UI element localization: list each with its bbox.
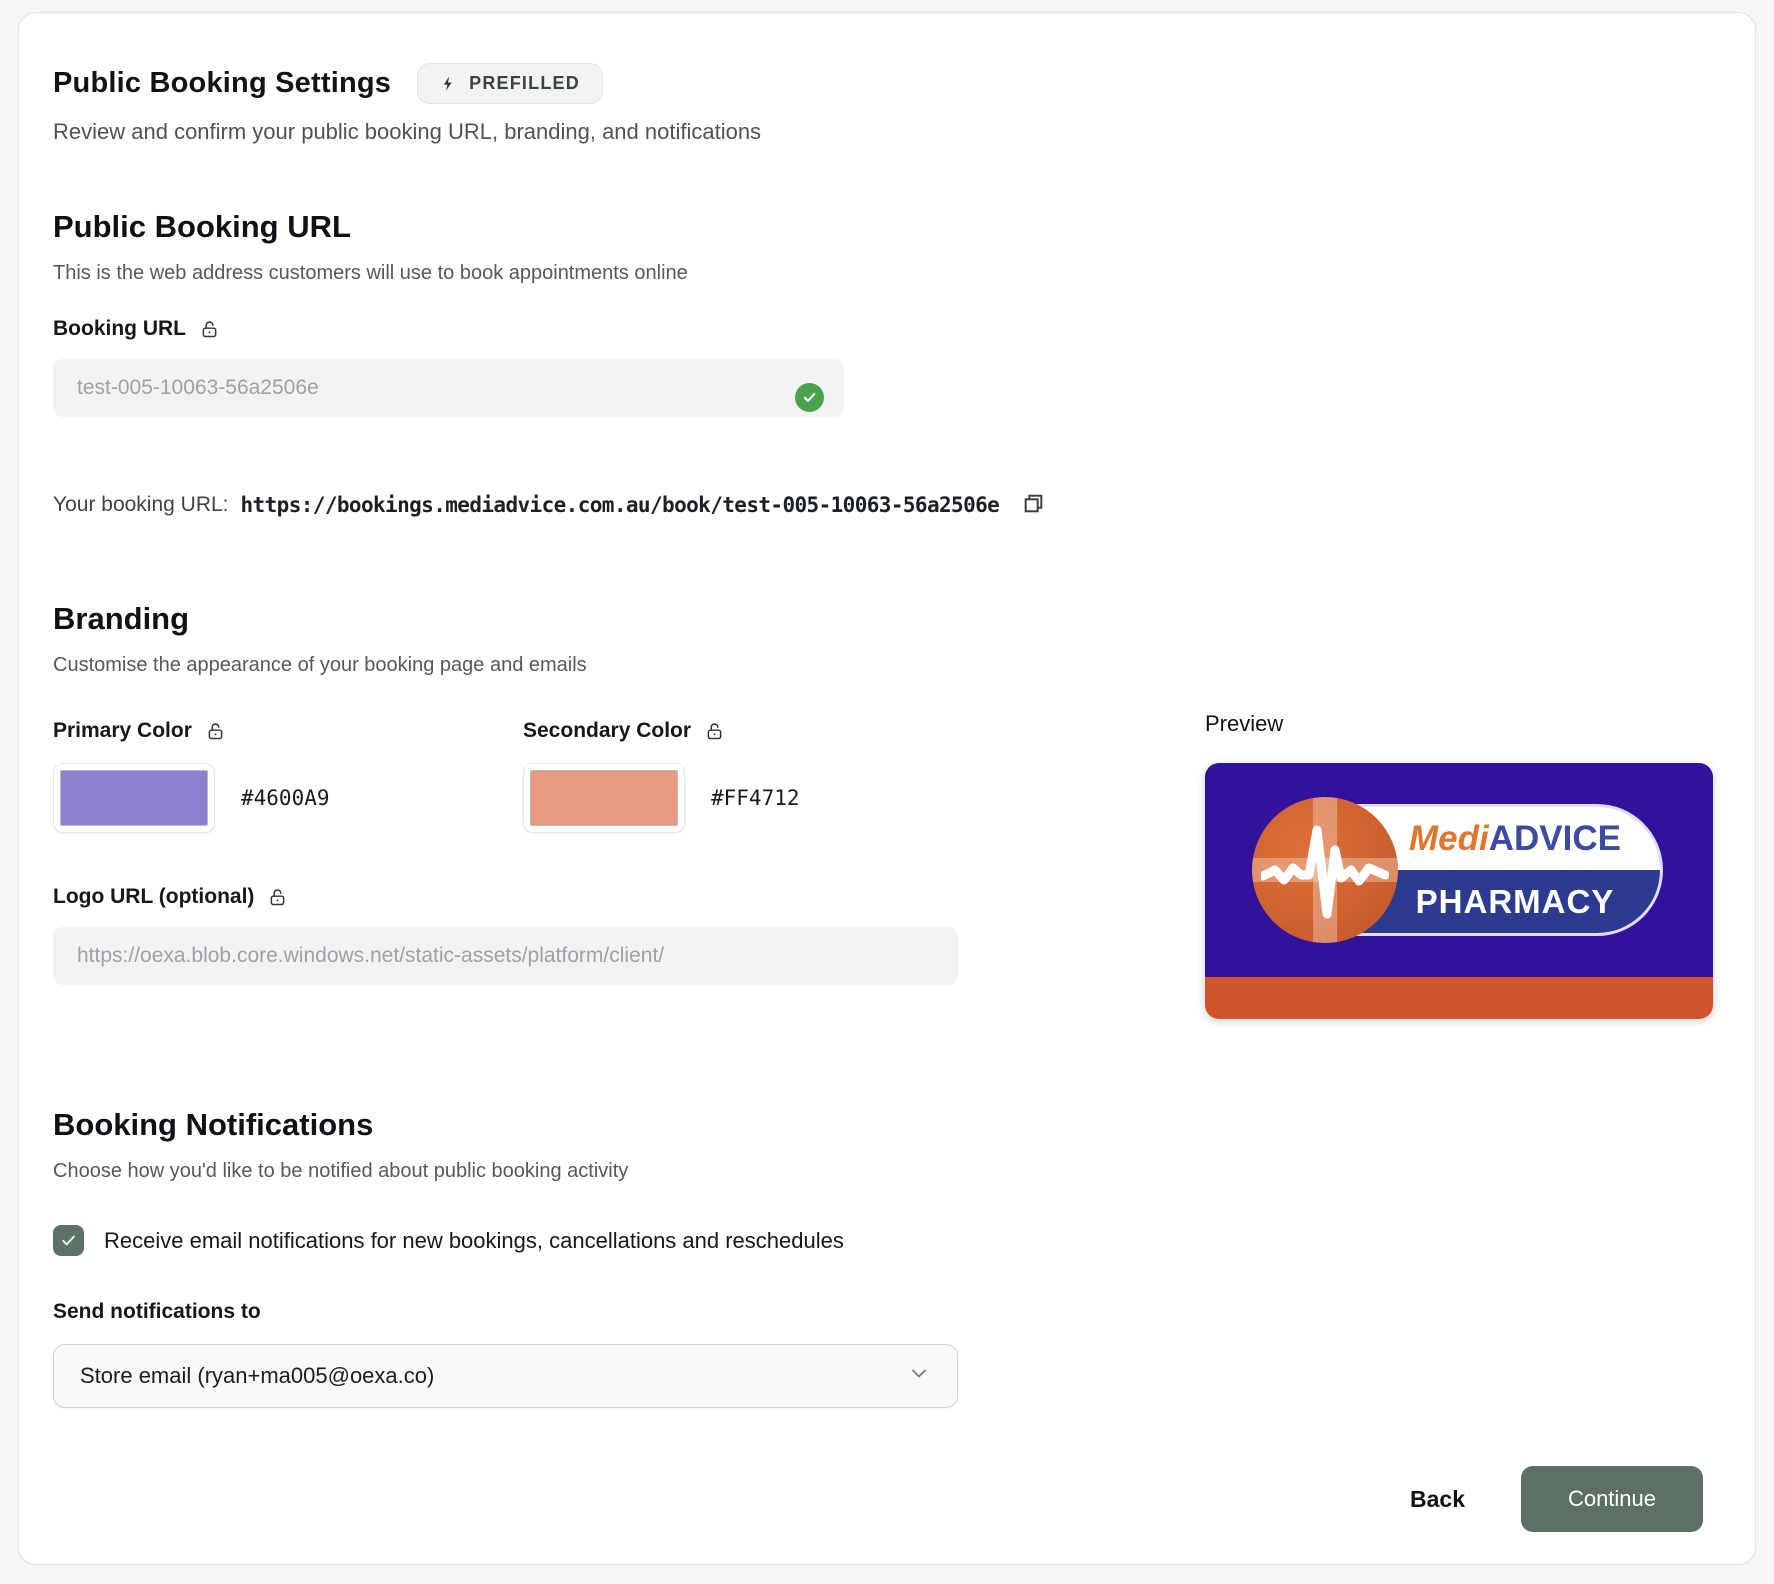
primary-color-picker[interactable] bbox=[53, 763, 215, 833]
public-booking-url-section bbox=[53, 209, 1715, 521]
lock-icon bbox=[267, 887, 288, 908]
secondary-color-hex: #FF4712 bbox=[711, 786, 800, 810]
page-header bbox=[53, 63, 1715, 104]
secondary-color-swatch bbox=[530, 770, 678, 826]
booking-url-input[interactable] bbox=[53, 359, 844, 417]
logo-medi-text: Medi bbox=[1409, 818, 1489, 858]
branding-fields bbox=[53, 719, 1143, 1019]
logo-url-input[interactable] bbox=[53, 927, 958, 985]
prefilled-badge-label: PREFILLED bbox=[469, 73, 580, 93]
branding-heading: Branding bbox=[53, 601, 190, 636]
primary-color-label-text: Primary Color bbox=[53, 719, 192, 742]
branding-description: Customise the appearance of your booking page and emails bbox=[53, 654, 587, 676]
continue-button[interactable]: Continue bbox=[1521, 1466, 1703, 1532]
booking-url-input-wrap bbox=[53, 359, 844, 417]
notifications-description: Choose how you'd like to be notified about public booking activity bbox=[53, 1160, 629, 1182]
copy-url-button[interactable] bbox=[1019, 489, 1048, 521]
preview-main-area bbox=[1205, 763, 1713, 977]
lock-icon bbox=[199, 319, 220, 340]
booking-url-heading: Public Booking URL bbox=[53, 209, 351, 244]
heartbeat-circle-icon bbox=[1252, 797, 1398, 943]
lightning-bolt-icon bbox=[440, 74, 457, 93]
pharmacy-logo bbox=[1258, 807, 1660, 933]
preview-label: Preview bbox=[1205, 711, 1284, 736]
secondary-color-picker[interactable] bbox=[523, 763, 685, 833]
branding-grid bbox=[53, 711, 1715, 1019]
email-notifications-checkbox[interactable] bbox=[53, 1225, 84, 1256]
secondary-color-label-text: Secondary Color bbox=[523, 719, 692, 742]
color-fields-row bbox=[53, 719, 1143, 833]
logo-url-field bbox=[53, 885, 1143, 985]
secondary-color-label bbox=[523, 719, 993, 743]
copy-icon bbox=[1021, 491, 1046, 519]
primary-color-swatch bbox=[60, 770, 208, 826]
logo-advice-text: ADVICE bbox=[1488, 818, 1621, 858]
logo-wordmark bbox=[1409, 819, 1621, 859]
back-button[interactable]: Back bbox=[1404, 1485, 1471, 1514]
preview-accent-strip bbox=[1205, 977, 1713, 1019]
page-title: Public Booking Settings bbox=[53, 67, 392, 99]
branding-preview bbox=[1205, 711, 1715, 1019]
secondary-color-swatch-wrap bbox=[523, 763, 993, 833]
primary-color-label bbox=[53, 719, 523, 743]
primary-color-swatch-wrap bbox=[53, 763, 523, 833]
your-booking-url-line bbox=[53, 489, 1715, 521]
footer-actions bbox=[53, 1466, 1715, 1532]
primary-color-hex: #4600A9 bbox=[241, 786, 330, 810]
booking-url-field-label bbox=[53, 317, 1715, 341]
logo-url-label-text: Logo URL (optional) bbox=[53, 885, 255, 908]
primary-color-field bbox=[53, 719, 523, 833]
settings-card bbox=[18, 12, 1756, 1565]
valid-check-icon bbox=[795, 383, 824, 412]
send-notifications-selected-value: Store email (ryan+ma005@oexa.co) bbox=[80, 1363, 435, 1388]
booking-url-description: This is the web address customers will use to book appointments online bbox=[53, 262, 688, 284]
logo-url-label bbox=[53, 885, 1143, 909]
send-notifications-label: Send notifications to bbox=[53, 1300, 261, 1323]
booking-url-label-text: Booking URL bbox=[53, 317, 186, 340]
chevron-down-icon bbox=[907, 1361, 931, 1391]
send-notifications-select[interactable] bbox=[53, 1344, 958, 1408]
preview-card bbox=[1205, 763, 1713, 1019]
logo-pharmacy-text: PHARMACY bbox=[1415, 882, 1615, 920]
notifications-heading: Booking Notifications bbox=[53, 1107, 374, 1142]
email-notifications-label: Receive email notifications for new bookings, cancellations and reschedules bbox=[104, 1227, 844, 1253]
prefilled-badge bbox=[417, 63, 603, 104]
booking-notifications-section bbox=[53, 1107, 1715, 1408]
lock-icon bbox=[205, 721, 226, 742]
secondary-color-field bbox=[523, 719, 993, 833]
booking-url-prefix: Your booking URL: bbox=[53, 493, 229, 516]
email-notifications-row bbox=[53, 1225, 1715, 1256]
booking-url-value: https://bookings.mediadvice.com.au/book/test-005-10063-56a2506e bbox=[240, 493, 1000, 517]
page-subtitle: Review and confirm your public booking URL, branding, and notifications bbox=[53, 119, 762, 144]
branding-section bbox=[53, 601, 1715, 1019]
lock-icon bbox=[704, 721, 725, 742]
